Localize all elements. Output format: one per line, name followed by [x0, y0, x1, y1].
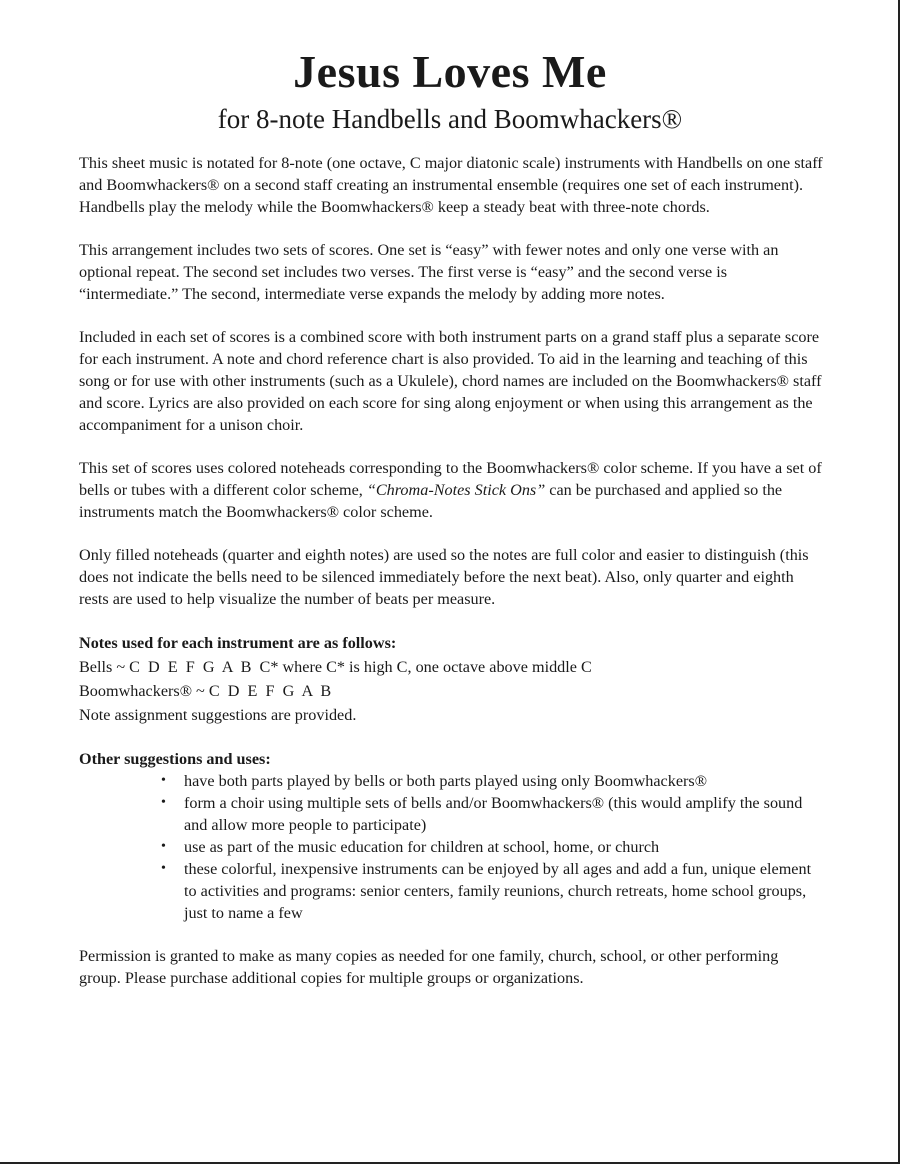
- document-body: [79, 152, 824, 1010]
- bullet-icon: •: [161, 861, 166, 876]
- chroma-notes-product-name: “Chroma-Notes Stick Ons”: [366, 481, 546, 499]
- suggestion-text: these colorful, inexpensive instruments can be enjoyed by all ages and add a fun, unique element to activities and programs: senior centers, family reunions, church retreats, home school groups, just to name a few: [184, 860, 812, 922]
- suggestion-text: form a choir using multiple sets of bells and/or Boomwhackers® (this would amplify the sound and allow more people to participate): [184, 794, 803, 834]
- intro-paragraph: This sheet music is notated for 8-note (one octave, C major diatonic scale) instruments with Handbells on one staff and Boomwhackers® on a second staff creating an instrumental ensemble (requires one set of each instrument). Handbells play the melody while the Boomwhackers® keep a steady beat with three-note chords.: [79, 154, 823, 216]
- bullet-icon: •: [161, 773, 166, 788]
- list-item: [161, 858, 824, 924]
- suggestions-heading: Other suggestions and uses:: [79, 750, 271, 768]
- page-subtitle: for 8-note Handbells and Boomwhackers®: [217, 104, 683, 134]
- notes-section: [79, 631, 824, 727]
- suggestion-text: have both parts played by bells or both parts played using only Boomwhackers®: [184, 772, 708, 790]
- color-scheme-paragraph: [79, 457, 824, 523]
- suggestion-text: use as part of the music education for children at school, home, or church: [184, 838, 660, 856]
- suggestions-list: [79, 770, 824, 924]
- list-item: [161, 770, 824, 792]
- page-title: Jesus Loves Me: [293, 46, 607, 97]
- list-item: [161, 836, 824, 858]
- notes-heading: Notes used for each instrument are as follows:: [79, 634, 397, 652]
- bullet-icon: •: [161, 839, 166, 854]
- note-assignment: Note assignment suggestions are provided.: [79, 706, 357, 724]
- bullet-icon: •: [161, 795, 166, 810]
- bells-notes: Bells ~ C D E F G A B C* where C* is high C, one octave above middle C: [79, 658, 592, 676]
- noteheads-paragraph: Only filled noteheads (quarter and eighth notes) are used so the notes are full color and easier to distinguish (this does not indicate the bells need to be silenced immediately before the next beat). Also, only quarter and eighth rests are used to help visualize the number of beats per measure.: [79, 546, 809, 608]
- scores-paragraph: Included in each set of scores is a combined score with both instrument parts on a grand staff plus a separate score for each instrument. A note and chord reference chart is also provided. To aid in the learning and teaching of this song or for use with other instruments (such as a Ukulele), chord names are included on the Boomwhackers® staff and score. Lyrics are also provided on each score for sing along enjoyment or when using this arrangement as the accompaniment for a unison choir.: [79, 328, 822, 434]
- color-scheme-text-end: can be purchased and applied so the instruments match the Boomwhackers® color scheme.: [79, 481, 783, 521]
- arrangement-paragraph: This arrangement includes two sets of scores. One set is “easy” with fewer notes and only one verse with an optional repeat. The second set includes two verses. The first verse is “easy” and the second verse is “intermediate.” The second, intermediate verse expands the melody by adding more notes.: [79, 241, 779, 303]
- boomwhackers-notes: Boomwhackers® ~ C D E F G A B: [79, 682, 332, 700]
- list-item: [161, 792, 824, 836]
- color-scheme-text-start: This set of scores uses colored noteheads corresponding to the Boomwhackers® color scheme. If you have a set of bells or tubes with a different color scheme,: [79, 459, 822, 499]
- permission-paragraph: Permission is granted to make as many copies as needed for one family, church, school, or other performing group. Please purchase additional copies for multiple groups or organizations.: [79, 947, 779, 987]
